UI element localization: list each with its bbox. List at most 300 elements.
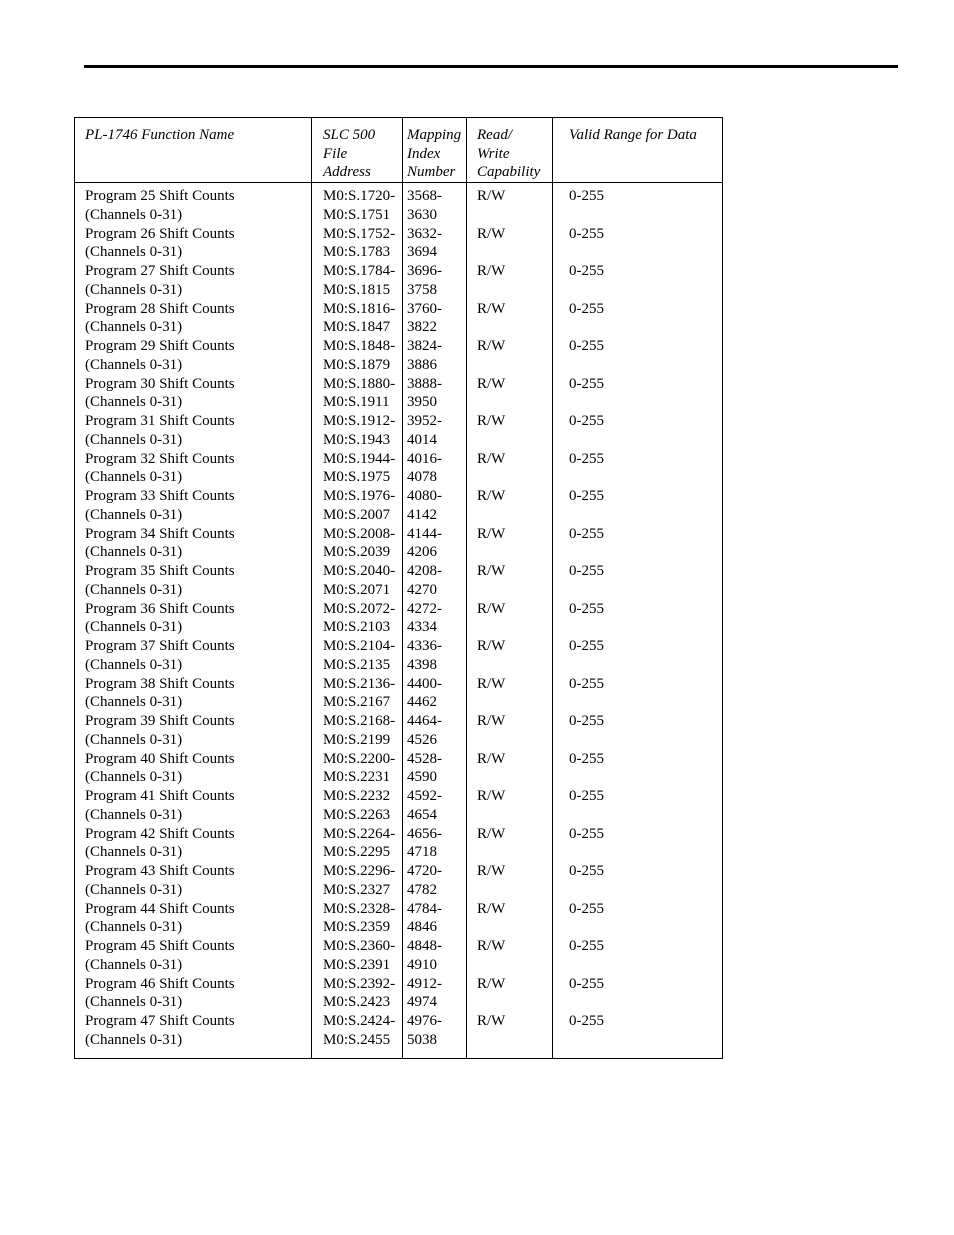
function-name-cell [85, 525, 235, 562]
cell-text: Program 43 Shift Counts [85, 863, 235, 879]
mapping-index-cell [407, 600, 442, 637]
cell-text: Program 26 Shift Counts [85, 225, 235, 242]
cell-text: R/W [477, 525, 506, 542]
function-name-cell [85, 412, 235, 449]
cell-text: 3886 [407, 356, 437, 373]
cell-text: 4078 [407, 469, 437, 485]
cell-text: R/W [477, 900, 506, 917]
read-write-cell [477, 412, 505, 431]
slc-address-cell [323, 975, 395, 1012]
cell-text: 3822 [407, 319, 437, 335]
cell-text: M0:S.2360- [323, 938, 396, 954]
cell-text: (Channels 0-31) [85, 994, 183, 1010]
slc-address-cell [323, 712, 395, 749]
valid-range-cell [569, 975, 604, 994]
header-text: Write [477, 145, 510, 162]
cell-text: 3696- [407, 263, 442, 279]
cell-text: M0:S.2136- [323, 675, 396, 692]
header-text: Capability [477, 164, 541, 180]
read-write-cell [477, 300, 505, 319]
valid-range-cell [569, 187, 604, 206]
cell-text: M0:S.1943 [323, 431, 391, 448]
cell-text: Program 40 Shift Counts [85, 750, 235, 767]
table-row [75, 412, 722, 450]
cell-text: 0-255 [569, 863, 604, 879]
valid-range-cell [569, 600, 604, 619]
cell-text: 4464- [407, 713, 442, 729]
valid-range-cell [569, 337, 604, 356]
function-name-cell [85, 337, 235, 374]
cell-text: 4720- [407, 863, 442, 879]
cell-text: Program 44 Shift Counts [85, 900, 235, 917]
table-row [75, 900, 722, 938]
cell-text: Program 32 Shift Counts [85, 450, 235, 467]
slc-address-cell [323, 675, 395, 712]
valid-range-cell [569, 937, 604, 956]
cell-text: 0-255 [569, 225, 604, 242]
table-row [75, 712, 722, 750]
function-name-cell [85, 712, 235, 749]
cell-text: 0-255 [569, 263, 604, 279]
cell-text: M0:S.2263 [323, 806, 391, 823]
cell-text: Program 41 Shift Counts [85, 788, 235, 804]
cell-text: R/W [477, 338, 506, 354]
cell-text: 4654 [407, 806, 437, 823]
cell-text: 4528- [407, 750, 442, 767]
mapping-index-cell [407, 937, 442, 974]
mapping-index-cell [407, 975, 442, 1012]
function-name-cell [85, 900, 235, 937]
mapping-index-cell [407, 412, 442, 449]
read-write-cell [477, 787, 505, 806]
valid-range-cell [569, 787, 604, 806]
cell-text: R/W [477, 788, 506, 804]
read-write-cell [477, 375, 505, 394]
read-write-cell [477, 750, 505, 769]
cell-text: M0:S.1751 [323, 206, 391, 223]
table-row [75, 187, 722, 225]
cell-text: M0:S.2007 [323, 506, 391, 523]
function-name-cell [85, 637, 235, 674]
read-write-cell [477, 187, 505, 206]
read-write-cell [477, 675, 505, 694]
function-name-cell [85, 862, 235, 899]
cell-text: M0:S.2071 [323, 581, 391, 598]
cell-text: 4144- [407, 525, 442, 542]
cell-text: M0:S.2231 [323, 769, 391, 785]
cell-text: (Channels 0-31) [85, 731, 183, 748]
cell-text: M0:S.1752- [323, 225, 396, 242]
cell-text: 0-255 [569, 750, 604, 767]
cell-text: (Channels 0-31) [85, 506, 183, 523]
read-write-cell [477, 825, 505, 844]
cell-text: 4910 [407, 956, 437, 973]
slc-address-cell [323, 487, 395, 524]
header-text: PL-1746 Function Name [85, 127, 235, 143]
slc-address-cell [323, 187, 395, 224]
cell-text: R/W [477, 450, 506, 467]
cell-text: R/W [477, 600, 506, 617]
header-text: Index [407, 145, 441, 162]
table-row [75, 862, 722, 900]
cell-text: 3694 [407, 244, 437, 260]
cell-text: 4592- [407, 788, 442, 804]
cell-text: M0:S.2039 [323, 544, 391, 560]
read-write-cell [477, 975, 505, 994]
cell-text: M0:S.2328- [323, 900, 396, 917]
cell-text: R/W [477, 563, 506, 579]
read-write-cell [477, 900, 505, 919]
cell-text: M0:S.1944- [323, 450, 396, 467]
read-write-cell [477, 712, 505, 731]
table-row [75, 487, 722, 525]
cell-text: Program 29 Shift Counts [85, 338, 235, 354]
valid-range-cell [569, 412, 604, 431]
valid-range-cell [569, 487, 604, 506]
cell-text: M0:S.2103 [323, 619, 391, 635]
valid-range-cell [569, 825, 604, 844]
cell-text: M0:S.2359 [323, 919, 391, 935]
cell-text: 3824- [407, 338, 442, 354]
cell-text: (Channels 0-31) [85, 544, 183, 560]
slc-address-cell [323, 900, 395, 937]
header-text: Address [323, 164, 371, 180]
read-write-cell [477, 637, 505, 656]
cell-text: R/W [477, 638, 506, 654]
mapping-index-cell [407, 675, 442, 712]
table-row [75, 300, 722, 338]
valid-range-cell [569, 862, 604, 881]
mapping-index-cell [407, 637, 442, 674]
slc-address-cell [323, 450, 395, 487]
cell-text: 4656- [407, 825, 442, 842]
valid-range-cell [569, 1012, 604, 1031]
cell-text: 4080- [407, 488, 442, 504]
cell-text: 0-255 [569, 563, 604, 579]
cell-text: 3760- [407, 300, 442, 317]
mapping-index-cell [407, 825, 442, 862]
slc-address-cell [323, 637, 395, 674]
cell-text: M0:S.1975 [323, 469, 391, 485]
cell-text: M0:S.1848- [323, 338, 396, 354]
slc-address-cell [323, 225, 395, 262]
cell-text: R/W [477, 975, 506, 992]
cell-text: 4272- [407, 600, 442, 617]
cell-text: M0:S.2232 [323, 788, 391, 804]
cell-text: M0:S.2296- [323, 863, 396, 879]
cell-text: R/W [477, 750, 506, 767]
mapping-index-cell [407, 712, 442, 749]
cell-text: M0:S.1912- [323, 413, 396, 429]
function-name-cell [85, 300, 235, 337]
function-name-cell [85, 600, 235, 637]
cell-text: Program 31 Shift Counts [85, 413, 235, 429]
mapping-index-cell [407, 487, 442, 524]
function-name-cell [85, 487, 235, 524]
cell-text: (Channels 0-31) [85, 769, 183, 785]
read-write-cell [477, 525, 505, 544]
cell-text: 0-255 [569, 188, 604, 204]
cell-text: 4336- [407, 638, 442, 654]
read-write-cell [477, 1012, 505, 1031]
cell-text: 0-255 [569, 525, 604, 542]
cell-text: M0:S.2423 [323, 994, 391, 1010]
table-row [75, 525, 722, 563]
table-row [75, 937, 722, 975]
mapping-index-cell [407, 187, 442, 224]
cell-text: Program 36 Shift Counts [85, 600, 235, 617]
cell-text: Program 33 Shift Counts [85, 488, 235, 504]
cell-text: 0-255 [569, 375, 604, 392]
read-write-cell [477, 450, 505, 469]
cell-text: M0:S.2135 [323, 656, 391, 673]
valid-range-cell [569, 712, 604, 731]
slc-address-cell [323, 937, 395, 974]
cell-text: M0:S.2455 [323, 1031, 391, 1048]
cell-text: 0-255 [569, 675, 604, 692]
cell-text: 0-255 [569, 713, 604, 729]
table-row [75, 262, 722, 300]
cell-text: R/W [477, 413, 506, 429]
cell-text: 0-255 [569, 900, 604, 917]
cell-text: M0:S.1783 [323, 244, 391, 260]
slc-address-cell [323, 750, 395, 787]
slc-address-cell [323, 375, 395, 412]
cell-text: (Channels 0-31) [85, 956, 183, 973]
cell-text: 3632- [407, 225, 442, 242]
function-name-cell [85, 450, 235, 487]
table-row [75, 1012, 722, 1050]
cell-text: 0-255 [569, 338, 604, 354]
mapping-index-cell [407, 375, 442, 412]
slc-address-cell [323, 825, 395, 862]
cell-text: R/W [477, 188, 506, 204]
table-row [75, 975, 722, 1013]
slc-address-cell [323, 1012, 395, 1049]
cell-text: (Channels 0-31) [85, 581, 183, 598]
slc-address-cell [323, 262, 395, 299]
cell-text: (Channels 0-31) [85, 619, 183, 635]
cell-text: Program 28 Shift Counts [85, 300, 235, 317]
cell-text: (Channels 0-31) [85, 694, 183, 710]
page-top-rule [84, 65, 898, 68]
cell-text: (Channels 0-31) [85, 206, 183, 223]
valid-range-cell [569, 562, 604, 581]
cell-text: Program 37 Shift Counts [85, 638, 235, 654]
cell-text: 4014 [407, 431, 437, 448]
cell-text: 4848- [407, 938, 442, 954]
slc-address-cell [323, 787, 390, 824]
mapping-index-cell [407, 337, 442, 374]
header-divider [75, 182, 722, 183]
header-text: Read/ [477, 127, 512, 143]
cell-text: (Channels 0-31) [85, 431, 183, 448]
cell-text: M0:S.2167 [323, 694, 391, 710]
cell-text: 4976- [407, 1013, 442, 1029]
cell-text: 4782 [407, 881, 437, 898]
cell-text: R/W [477, 825, 506, 842]
mapping-index-cell [407, 262, 442, 299]
slc-address-cell [323, 600, 395, 637]
table-row [75, 750, 722, 788]
slc-address-cell [323, 300, 395, 337]
function-name-cell [85, 262, 235, 299]
header-slc-address [323, 126, 375, 182]
cell-text: 0-255 [569, 450, 604, 467]
table-row [75, 787, 722, 825]
cell-text: R/W [477, 263, 506, 279]
mapping-index-cell [407, 1012, 442, 1049]
mapping-index-cell [407, 900, 442, 937]
cell-text: M0:S.1880- [323, 375, 396, 392]
function-name-cell [85, 225, 235, 262]
table-row [75, 637, 722, 675]
cell-text: M0:S.1815 [323, 281, 391, 298]
header-text: Number [407, 164, 456, 180]
cell-text: 3758 [407, 281, 437, 298]
cell-text: 4400- [407, 675, 442, 692]
mapping-index-cell [407, 750, 442, 787]
function-name-cell [85, 750, 235, 787]
valid-range-cell [569, 637, 604, 656]
cell-text: Program 47 Shift Counts [85, 1013, 235, 1029]
mapping-index-cell [407, 225, 442, 262]
valid-range-cell [569, 262, 604, 281]
slc-address-cell [323, 862, 395, 899]
cell-text: (Channels 0-31) [85, 656, 183, 673]
cell-text: 4846 [407, 919, 437, 935]
cell-text: 0-255 [569, 788, 604, 804]
header-mapping-index [407, 126, 461, 182]
cell-text: 4784- [407, 900, 442, 917]
cell-text: R/W [477, 1013, 506, 1029]
read-write-cell [477, 262, 505, 281]
cell-text: M0:S.2392- [323, 975, 396, 992]
function-name-cell [85, 975, 235, 1012]
valid-range-cell [569, 900, 604, 919]
cell-text: Program 34 Shift Counts [85, 525, 235, 542]
cell-text: 0-255 [569, 938, 604, 954]
cell-text: R/W [477, 375, 506, 392]
mapping-index-cell [407, 862, 442, 899]
cell-text: 4974 [407, 994, 437, 1010]
function-name-cell [85, 825, 235, 862]
cell-text: Program 38 Shift Counts [85, 675, 235, 692]
mapping-index-cell [407, 300, 442, 337]
cell-text: M0:S.1720- [323, 188, 396, 204]
cell-text: (Channels 0-31) [85, 319, 183, 335]
cell-text: (Channels 0-31) [85, 844, 183, 860]
cell-text: 3952- [407, 413, 442, 429]
cell-text: Program 27 Shift Counts [85, 263, 235, 279]
slc-address-cell [323, 562, 395, 599]
cell-text: 4526 [407, 731, 437, 748]
cell-text: R/W [477, 713, 506, 729]
cell-text: 4334 [407, 619, 437, 635]
mapping-index-cell [407, 450, 442, 487]
cell-text: M0:S.1976- [323, 488, 396, 504]
cell-text: 0-255 [569, 600, 604, 617]
function-name-cell [85, 187, 235, 224]
header-text: Mapping [407, 127, 462, 143]
table-row [75, 825, 722, 863]
valid-range-cell [569, 525, 604, 544]
cell-text: Program 46 Shift Counts [85, 975, 235, 992]
cell-text: 3568- [407, 188, 442, 204]
slc-address-cell [323, 525, 395, 562]
read-write-cell [477, 937, 505, 956]
cell-text: 0-255 [569, 413, 604, 429]
cell-text: (Channels 0-31) [85, 244, 183, 260]
cell-text: Program 39 Shift Counts [85, 713, 235, 729]
read-write-cell [477, 487, 505, 506]
cell-text: (Channels 0-31) [85, 1031, 183, 1048]
cell-text: (Channels 0-31) [85, 919, 183, 935]
table-row [75, 225, 722, 263]
cell-text: Program 25 Shift Counts [85, 188, 235, 204]
cell-text: 0-255 [569, 638, 604, 654]
function-name-cell [85, 675, 235, 712]
cell-text: 4398 [407, 656, 437, 673]
cell-text: M0:S.2168- [323, 713, 396, 729]
cell-text: 0-255 [569, 300, 604, 317]
table-row [75, 450, 722, 488]
cell-text: M0:S.2424- [323, 1013, 396, 1029]
cell-text: (Channels 0-31) [85, 281, 183, 298]
cell-text: M0:S.2200- [323, 750, 396, 767]
header-text: SLC 500 [323, 127, 376, 143]
cell-text: M0:S.2295 [323, 844, 391, 860]
cell-text: R/W [477, 863, 506, 879]
mapping-index-cell [407, 787, 442, 824]
header-read-write [477, 126, 540, 182]
table-row [75, 375, 722, 413]
valid-range-cell [569, 300, 604, 319]
cell-text: M0:S.1784- [323, 263, 396, 279]
table-row [75, 337, 722, 375]
cell-text: Program 45 Shift Counts [85, 938, 235, 954]
read-write-cell [477, 225, 505, 244]
function-name-cell [85, 562, 235, 599]
cell-text: 4142 [407, 506, 437, 523]
cell-text: M0:S.1879 [323, 356, 391, 373]
data-table [74, 117, 723, 1059]
cell-text: 3630 [407, 206, 437, 223]
cell-text: (Channels 0-31) [85, 469, 183, 485]
cell-text: Program 30 Shift Counts [85, 375, 235, 392]
cell-text: M0:S.1911 [323, 394, 390, 410]
cell-text: 4016- [407, 450, 442, 467]
read-write-cell [477, 600, 505, 619]
cell-text: M0:S.2391 [323, 956, 391, 973]
cell-text: M0:S.2040- [323, 563, 396, 579]
function-name-cell [85, 787, 235, 824]
cell-text: 4590 [407, 769, 437, 785]
cell-text: M0:S.2072- [323, 600, 396, 617]
cell-text: R/W [477, 488, 506, 504]
table-row [75, 600, 722, 638]
cell-text: 4270 [407, 581, 437, 598]
cell-text: Program 42 Shift Counts [85, 825, 235, 842]
function-name-cell [85, 375, 235, 412]
cell-text: 0-255 [569, 975, 604, 992]
cell-text: 4462 [407, 694, 437, 710]
table-row [75, 562, 722, 600]
mapping-index-cell [407, 562, 442, 599]
cell-text: M0:S.2008- [323, 525, 396, 542]
cell-text: 0-255 [569, 488, 604, 504]
valid-range-cell [569, 450, 604, 469]
